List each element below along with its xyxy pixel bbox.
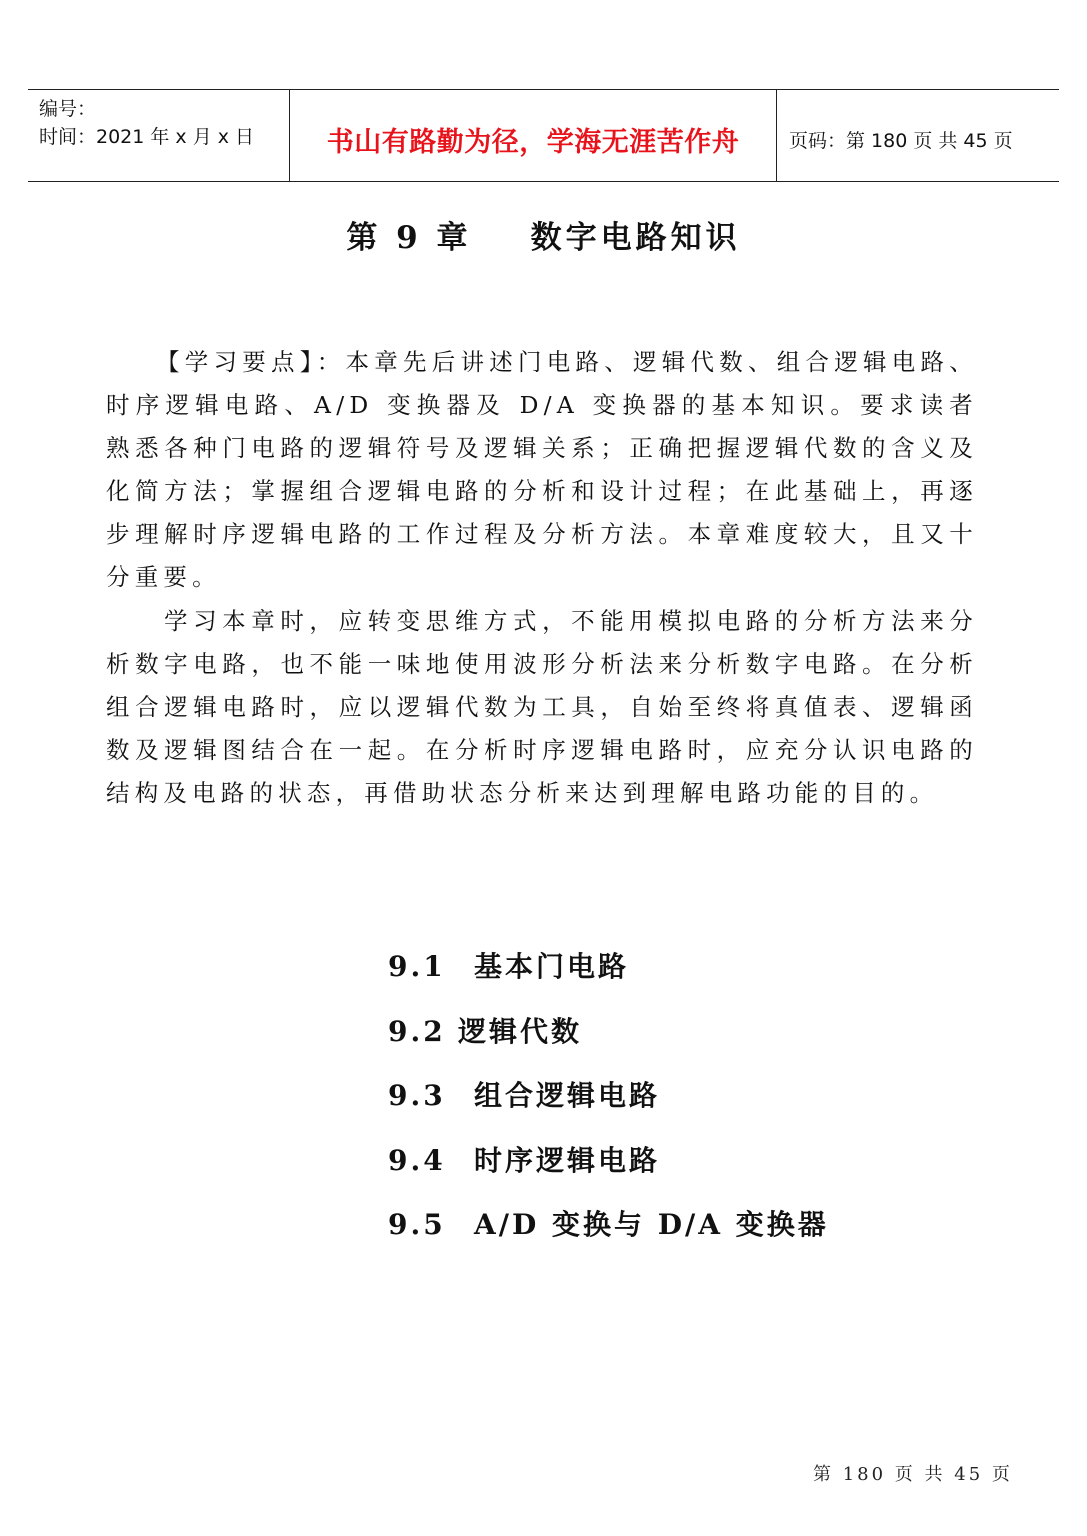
header-page-cell xyxy=(777,90,1059,181)
section-item xyxy=(337,977,829,1048)
section-title: 基本门电路 xyxy=(474,950,630,983)
section-number: 9.1 xyxy=(388,950,446,983)
motto: 书山有路勤为径，学海无涯苦作舟 xyxy=(326,127,740,158)
time-label: 时间：2021 年 x 月 x 日 xyxy=(39,126,255,148)
section-number: 9.5 xyxy=(388,1208,446,1241)
learning-points-paragraph: 【学习要点】：本章先后讲述门电路、逻辑代数、组合逻辑电路、时序逻辑电路、A/D 变换器及 D/A 变换器的基本知识。要求读者熟悉各种门电路的逻辑符号及逻辑关系；正确把握逻辑代数的含义及化简方法；掌握组合逻辑电路的分析和设计过程；在此基础上，再逐步理解时序逻辑电路的工作过程及分析方法。本章难度较大，且又十分重要。 xyxy=(106,348,978,591)
section-item xyxy=(337,1106,829,1177)
section-title: 逻辑代数 xyxy=(458,1014,583,1048)
chapter-title: 第 9 章 数字电路知识 xyxy=(346,220,741,256)
study-advice-paragraph: 学习本章时，应转变思维方式，不能用模拟电路的分析方法来分析数字电路，也不能一味地使用波形分析法来分析数字电路。在分析组合逻辑电路时，应以逻辑代数为工具，自始至终将真值表、逻辑函数及逻辑图结合在一起。在分析时序逻辑电路时，应充分认识电路的结构及电路的状态，再借助状态分析来达到理解电路功能的目的。 xyxy=(106,607,978,807)
section-title: 组合逻辑电路 xyxy=(474,1079,661,1112)
section-number: 9.4 xyxy=(388,1143,446,1177)
section-number: 9.3 xyxy=(388,1079,446,1112)
header-table xyxy=(28,89,1059,182)
header-motto-cell xyxy=(290,90,777,181)
section-item xyxy=(337,1041,829,1112)
section-title: A/D 变换与 D/A 变换器 xyxy=(474,1208,829,1241)
section-item xyxy=(337,1170,829,1241)
footer-page-info: 第 180 页 共 45 页 xyxy=(813,1464,1013,1485)
section-item xyxy=(337,912,829,983)
section-title: 时序逻辑电路 xyxy=(474,1143,661,1177)
section-list xyxy=(337,912,829,1241)
serial-number-label: 编号： xyxy=(39,98,97,120)
header-meta-cell xyxy=(28,90,290,181)
section-number: 9.2 xyxy=(388,1014,446,1048)
header-page-info: 页码：第 180 页 共 45 页 xyxy=(789,130,1013,152)
